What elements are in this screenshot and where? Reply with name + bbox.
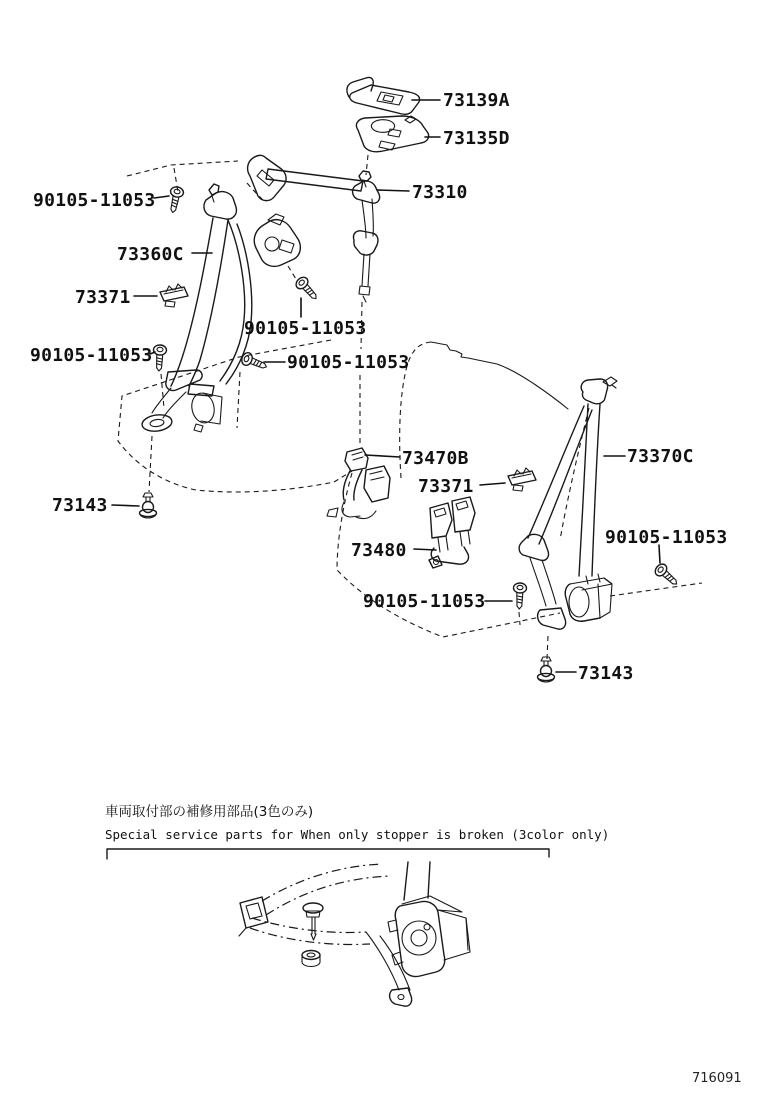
retractor [388, 862, 470, 977]
callout-90105-11053-center-bottom: 90105-11053 [363, 591, 486, 612]
callout-73139A: 73139A [443, 90, 510, 111]
note-bracket [107, 849, 549, 859]
screw-center-upper [294, 275, 321, 303]
callout-73370C: 73370C [627, 446, 694, 467]
leader-lines [112, 100, 660, 672]
special-parts-drawing [239, 862, 470, 1006]
part-belt-clip-left-73371 [160, 284, 188, 307]
callout-73371-left: 73371 [75, 287, 131, 308]
part-outer-belt-left-73360C [141, 184, 300, 433]
screw-left-lower [152, 345, 166, 372]
screw-center-bottom [513, 583, 527, 609]
anchor-bolt-left-73143 [140, 493, 157, 518]
callout-90105-11053-left-lower: 90105-11053 [30, 345, 153, 366]
figure-number: 716091 [692, 1071, 742, 1086]
callout-90105-11053-center-upper: 90105-11053 [244, 318, 367, 339]
note-english: Special service parts for When only stopper is broken (3color only) [105, 827, 610, 842]
callout-73310: 73310 [412, 182, 468, 203]
callout-73360C: 73360C [117, 244, 184, 265]
callout-73143-left: 73143 [52, 495, 108, 516]
callout-73480: 73480 [351, 540, 407, 561]
screw-top-left [166, 186, 184, 214]
callout-73143-right: 73143 [578, 663, 634, 684]
callout-90105-11053-top-left: 90105-11053 [33, 190, 156, 211]
seat-back-outline [431, 342, 568, 409]
dashed-reference-lines [118, 155, 702, 659]
note-japanese: 車両取付部の補修用部品(3色のみ) [105, 804, 314, 820]
stopper-screw [303, 903, 323, 940]
grommet [302, 951, 320, 967]
part-inner-belt-73470B [327, 448, 390, 519]
part-roof-anchor-plate-73135D [356, 116, 428, 152]
callout-90105-11053-center-mid: 90105-11053 [287, 352, 410, 373]
screw-right [653, 562, 681, 589]
callout-73470B: 73470B [402, 448, 469, 469]
part-roof-anchor-cover-73139A [347, 77, 420, 114]
callout-73371-right: 73371 [418, 476, 474, 497]
part-outer-belt-right-73370C [519, 377, 617, 629]
anchor-bolt-right-73143 [538, 657, 555, 682]
part-hanger-assembly-73310 [248, 155, 380, 302]
part-buckle-set-73480 [429, 497, 475, 568]
part-belt-clip-right-73371 [508, 468, 536, 491]
callout-73135D: 73135D [443, 128, 510, 149]
callout-90105-11053-right: 90105-11053 [605, 527, 728, 548]
